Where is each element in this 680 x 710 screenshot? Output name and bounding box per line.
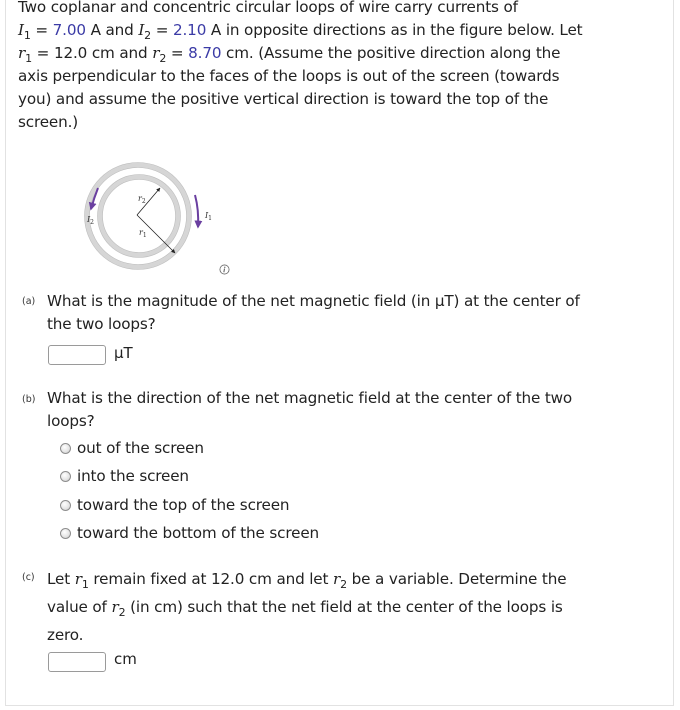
radio-button[interactable] [60,471,71,482]
I1-value: 7.00 [52,21,86,39]
part-b-label: (b) [22,394,36,405]
part-a-label: (a) [22,296,36,307]
inner-loop [98,175,181,258]
r1-label: $r_1$ [139,228,147,239]
r2-symbol: r [152,44,160,62]
part-c-question-line-1 [47,565,566,593]
part-c-question [47,565,566,649]
part-a-question-line-2: the two loops? [47,315,156,333]
I1-label: $I_1$ [205,211,212,222]
I2-label: $I_2$ [87,215,94,226]
radio-button[interactable] [60,443,71,454]
r2-symbol: r [111,598,119,616]
equals-sign: = [35,21,48,39]
r2-subscript: 2 [340,578,347,591]
text: Let [47,570,71,588]
option-label: toward the bottom of the screen [77,524,319,542]
option-toward-top[interactable] [60,494,289,516]
radio-button[interactable] [60,500,71,511]
I1-subscript: 1 [23,29,31,42]
equals-sign: = [36,44,50,62]
intro-line-2-text: in opposite directions as in the figure below. Let [225,21,583,39]
intro-line-1: Two coplanar and concentric circular loops of wire carry currents of [18,0,518,16]
part-a-question-line-1: What is the magnitude of the net magnetic field (in µT) at the center of [47,292,580,310]
I2-unit: A [210,21,222,39]
I2-symbol: I [138,21,145,39]
r1-symbol: r [74,570,82,588]
r2-label: $r_2$ [138,194,146,205]
part-c-unit: cm [114,650,137,668]
part-a-unit: µT [114,344,133,362]
text: value of [47,598,107,616]
r1-symbol: r [18,44,26,62]
part-c-question-line-2 [47,593,566,621]
part-b-question [47,387,572,433]
r2-value: 8.70 [188,44,222,62]
problem-statement [18,0,582,134]
concentric-loops-figure [80,155,260,285]
part-b-question-line-2: loops? [47,412,95,430]
part-c-label: (c) [22,572,35,583]
part-a-question [47,290,580,336]
part-c-question-line-3: zero. [47,626,84,644]
r2-subscript: 2 [159,52,167,65]
option-into-screen[interactable] [60,465,189,487]
option-label: out of the screen [77,439,204,457]
equals-sign: = [155,21,169,39]
r1-subscript: 1 [81,578,89,591]
I1-current-arrow-icon [195,195,198,227]
intro-line-5: you) and assume the positive vertical direction is toward the top of the [18,90,549,108]
equals-sign: = [170,44,184,62]
part-b-question-line-1: What is the direction of the net magnetic field at the center of the two [47,389,573,407]
r2-subscript: 2 [118,606,126,619]
option-label: toward the top of the screen [77,496,290,514]
radio-button[interactable] [60,528,71,539]
r2-unit: cm. [226,44,254,62]
part-c-answer-input[interactable] [48,652,106,672]
option-toward-bottom[interactable] [60,522,319,544]
text: be a variable. Determine the [351,570,567,588]
r2-symbol: r [333,570,341,588]
intro-line-3-text: (Assume the positive direction along the [258,44,561,62]
intro-line-2 [18,19,582,42]
intro-line-4: axis perpendicular to the faces of the loops is out of the screen (towards [18,67,560,85]
text: remain fixed at 12.0 cm and let [93,570,329,588]
intro-line-6: screen.) [18,113,79,131]
r1-subscript: 1 [25,52,32,65]
info-icon[interactable] [219,264,230,275]
part-a-answer-input[interactable] [48,345,106,365]
I2-value: 2.10 [172,21,207,39]
I2-subscript: 2 [144,29,152,42]
intro-line-3 [18,42,582,65]
option-label: into the screen [77,467,189,485]
r1-unit: cm and [91,44,148,62]
r1-value: 12.0 [53,44,88,62]
text: (in cm) such that the net field at the center of the loops is [130,598,563,616]
option-out-of-screen[interactable] [60,437,204,459]
I1-unit: A and [90,21,134,39]
I1-symbol: I [18,21,24,39]
